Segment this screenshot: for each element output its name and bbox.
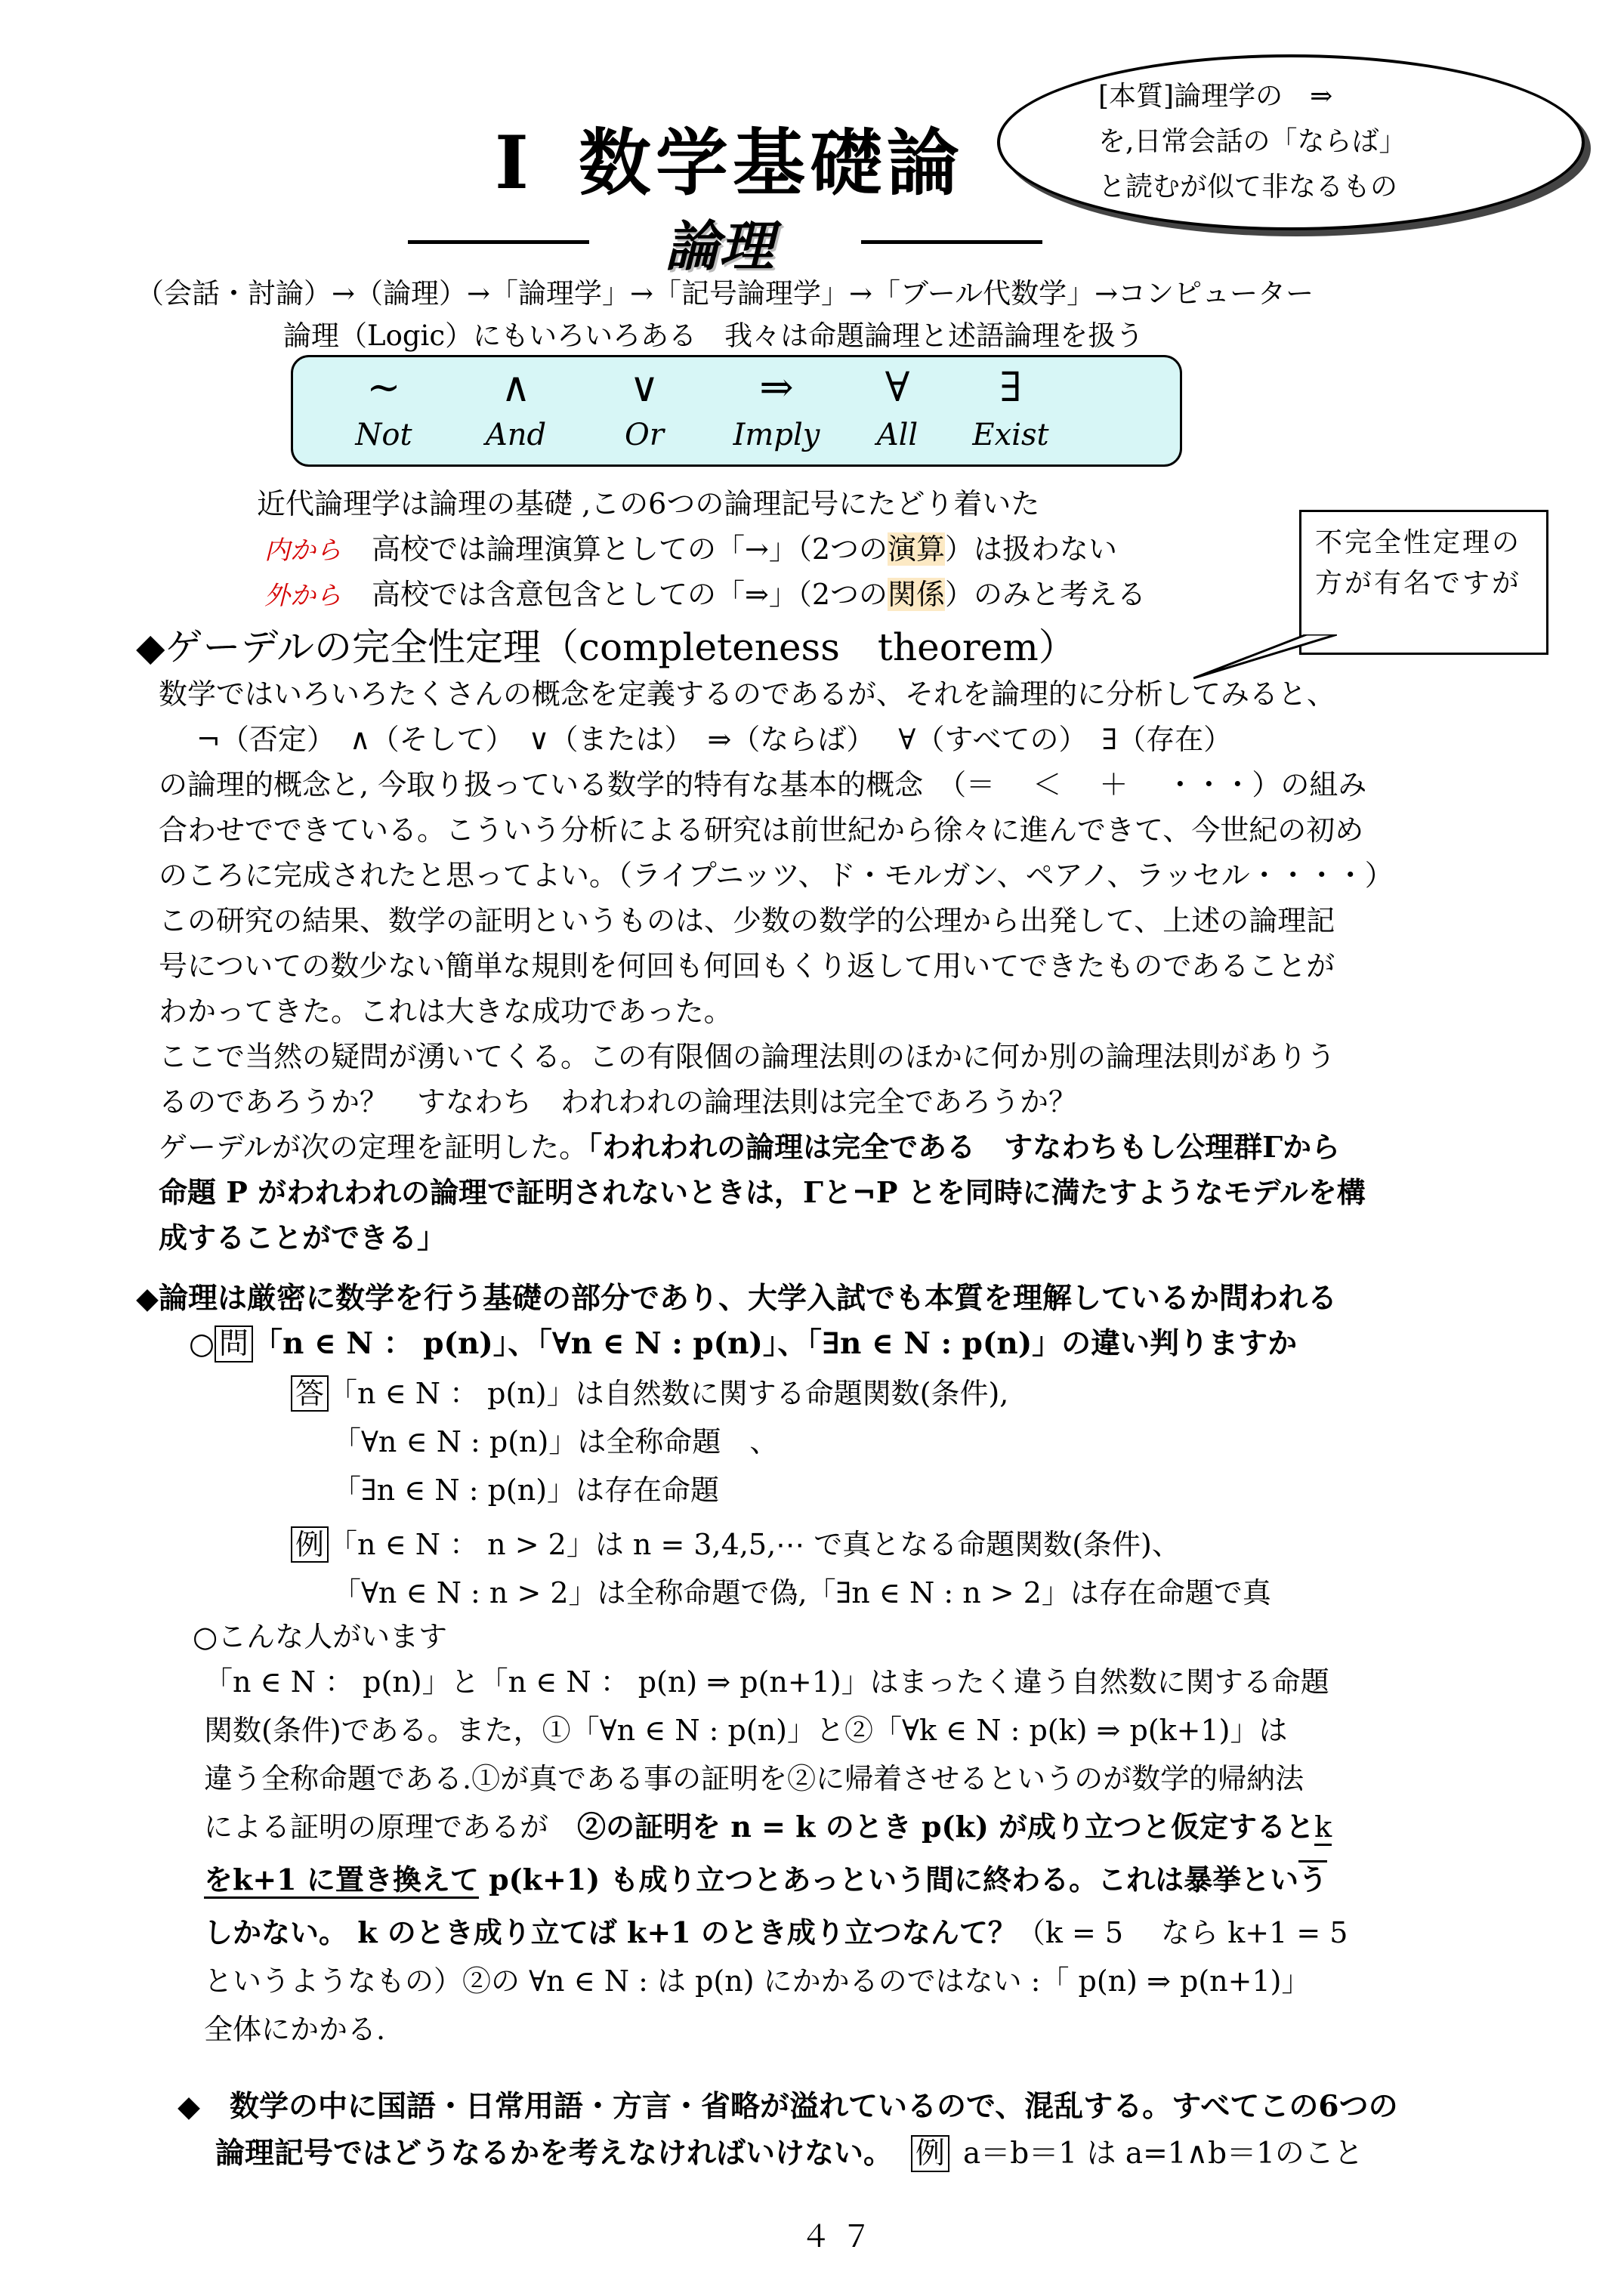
not-label: Not (355, 418, 412, 452)
essence-note (997, 54, 1585, 230)
inner-post: ）は扱わない (945, 532, 1118, 566)
person-line-5d: う (1298, 1860, 1327, 1896)
inner-highlight: 演算 (888, 532, 946, 566)
chapter-title: 数学基礎論 (578, 120, 964, 205)
answer-text-1: 「n ∈ N ： p(n)」は自然数に関する命題関数(条件), (329, 1377, 1009, 1410)
para-line-8: わかってきた。これは大きな成功であった。 (159, 995, 733, 1028)
or-label: Or (625, 418, 664, 452)
essence-line-3: と読むが似て非なるもの (1098, 171, 1398, 202)
person-line-4 (204, 1805, 1332, 1849)
all-label: All (876, 418, 919, 452)
final-line-1: ◆ 数学の中に国語・日常用語・方言・省略が溢れているので、混乱する。すべてこの6つの (178, 2089, 1398, 2124)
final-line-2 (215, 2131, 1363, 2176)
not-symbol: ∼ (366, 363, 401, 411)
imply-label: Imply (733, 418, 820, 452)
person-line-6a: しかない。 k のとき成り立てば k+1 のとき成り立つなんて？ (204, 1915, 1017, 1949)
question-tag: 問 (215, 1325, 253, 1363)
person-line-5 (204, 1858, 1327, 1902)
page-number: ４７ (801, 2220, 882, 2254)
final-tag: 例 (911, 2135, 949, 2172)
para-line-12: 命題 P がわれわれの論理で証明されないときは，Γと¬P とを同時に満たすようなモデルを構 (159, 1175, 1366, 1209)
godel-heading: ◆ゲーデルの完全性定理（completeness theorem） (136, 625, 1076, 669)
imply-symbol: ⇒ (759, 363, 794, 411)
example-line-1 (291, 1523, 1181, 1566)
final-line-2b: a＝b＝1 は a=1∧b＝1のこと (963, 2137, 1363, 2171)
person-line-6b: （k = 5 なら k+1 = 5 (1016, 1916, 1348, 1949)
subtitle-block (408, 202, 1050, 278)
exist-symbol: ∃ (999, 363, 1022, 411)
inner-tag: 内から (264, 535, 341, 566)
chapter-numeral: I (495, 120, 533, 205)
para-line-5: のころに完成されたと思ってよい。（ライプニッツ、ド・モルガン、ペアノ、ラッセル・・・・） (159, 859, 1394, 892)
para-line-11a: ゲーデルが次の定理を証明した。 (159, 1131, 588, 1164)
answer-tag: 答 (291, 1375, 329, 1412)
question-text: 「n ∈ N ： p(n)」、「∀n ∈ N : p(n)」、「∃n ∈ N : p(n)」の違い判りますか (253, 1326, 1298, 1361)
person-line-6 (204, 1911, 1348, 1955)
para-line-6: この研究の結果、数学の証明というものは、少数の数学的公理から出発して、上述の論理記 (159, 904, 1335, 937)
question-mark: ○ (189, 1326, 215, 1361)
logic-flow: （会話・討論）→（論理）→「論理学」→「記号論理学」→「ブール代数学」→コンピューター (136, 277, 1314, 310)
essence-line-2: を,日常会話の「ならば」 (1098, 126, 1406, 157)
person-line-5c: p(k+1) も成り立つとあっという間に終わる。これは暴挙とい (478, 1862, 1299, 1896)
para-line-11 (159, 1125, 1340, 1169)
question-line (189, 1322, 1297, 1366)
or-symbol: ∨ (629, 363, 659, 411)
person-line-4c: k (1314, 1810, 1332, 1846)
outer-pre: 高校では含意包含としての「⇒」（2つの (372, 578, 888, 611)
example-tag: 例 (291, 1526, 329, 1563)
all-symbol: ∀ (885, 363, 910, 411)
exist-label: Exist (972, 418, 1049, 452)
outer-tag: 外から (264, 581, 341, 611)
answer-line-2: 「∀n ∈ N : p(n)」は全称命題 、 (332, 1425, 779, 1458)
theorem-start: 「われわれの論理は完全である すなわちもし公理群Γから (588, 1130, 1341, 1164)
and-label: And (485, 418, 547, 452)
para-line-9: ここで当然の疑問が湧いてくる。この有限個の論理法則のほかに何か別の論理法則がありう (159, 1040, 1336, 1073)
callout-box: 不完全性定理の方が有名ですが (1299, 510, 1548, 655)
person-line-7: というようなもの）②の ∀n ∈ N : は p(n) にかかるのではない :「 p(n) ⇒ p(n+1)」 (204, 1964, 1311, 1998)
subtitle: 論理 (665, 214, 774, 278)
page-title (495, 106, 964, 209)
modern-logic-line: 近代論理学は論理の基礎 ,この6つの論理記号にたどり着いた (257, 487, 1040, 520)
and-symbol: ∧ (501, 363, 531, 411)
person-line-5b: k+1 に置き換えて (233, 1862, 479, 1899)
person-line-3: 違う全称命題である.①が真である事の証明を②に帰着させるというのが数学的帰納法 (204, 1762, 1304, 1795)
inner-line (264, 527, 1117, 572)
inner-pre: 高校では論理演算としての「→」（2つの (372, 532, 888, 566)
logic-symbol-box (291, 355, 1182, 467)
example-text-1: 「n ∈ N ： n > 2」は n = 3,4,5,⋯ で真となる命題関数(条件)、 (329, 1528, 1181, 1561)
logic-note: ◆論理は厳密に数学を行う基礎の部分であり、大学入試でも本質を理解しているか問われる (136, 1281, 1337, 1316)
person-line-5a: を (204, 1862, 233, 1899)
para-line-7: 号についての数少ない簡単な規則を何回も何回もくり返して用いてできたものであることが (159, 949, 1335, 983)
person-line-4b: ②の証明を n = k のとき p(k) が成り立つと仮定すると (577, 1810, 1315, 1844)
para-line-4: 合わせでできている。こういう分析による研究は前世紀から徐々に進んできて、今世紀の初め (159, 813, 1364, 847)
person-line-8: 全体にかかる. (204, 2013, 386, 2046)
outer-post: ）のみと考える (945, 578, 1147, 611)
outer-line (264, 572, 1146, 618)
subtitle-rule-left (408, 240, 589, 244)
para-line-2: ¬（否定） ∧（そして） ∨（または） ⇒（ならば） ∀（すべての） ∃（存在） (196, 723, 1233, 756)
para-line-3: の論理的概念と, 今取り扱っている数学的特有な基本的概念 （＝ ＜ ＋ ・・・）の組み (159, 768, 1367, 801)
answer-line-1 (291, 1372, 1008, 1415)
outer-highlight: 関係 (888, 578, 946, 611)
para-line-1: 数学ではいろいろたくさんの概念を定義するのであるが、それを論理的に分析してみると、 (159, 677, 1336, 711)
person-line-2: 関数(条件)である。また，①「∀n ∈ N : p(n)」と②「∀k ∈ N : p(k) ⇒ p(k+1)」は (204, 1714, 1288, 1747)
para-line-10: るのであろうか？ すなわち われわれの論理法則は完全であろうか？ (159, 1085, 1078, 1119)
essence-line-1: [本質]論理学の ⇒ (1098, 81, 1333, 112)
subtitle-rule-right (861, 240, 1042, 244)
person-line-1: 「n ∈ N ： p(n)」と「n ∈ N ： p(n) ⇒ p(n+1)」はまったく違う自然数に関する命題 (204, 1665, 1329, 1699)
logic-kinds: 論理（Logic）にもいろいろある 我々は命題論理と述語論理を扱う (283, 319, 1144, 352)
final-line-2a: 論理記号ではどうなるかを考えなければいけない。 (215, 2136, 894, 2171)
answer-line-3: 「∃n ∈ N : p(n)」は存在命題 (332, 1474, 720, 1507)
person-line-4a: による証明の原理であるが (204, 1810, 578, 1844)
example-line-2: 「∀n ∈ N : n > 2」は全称命題で偽,「∃n ∈ N : n > 2」は存在命題で真 (332, 1576, 1271, 1609)
para-line-13: 成することができる」 (159, 1221, 446, 1255)
person-intro: ○こんな人がいます (193, 1620, 448, 1653)
